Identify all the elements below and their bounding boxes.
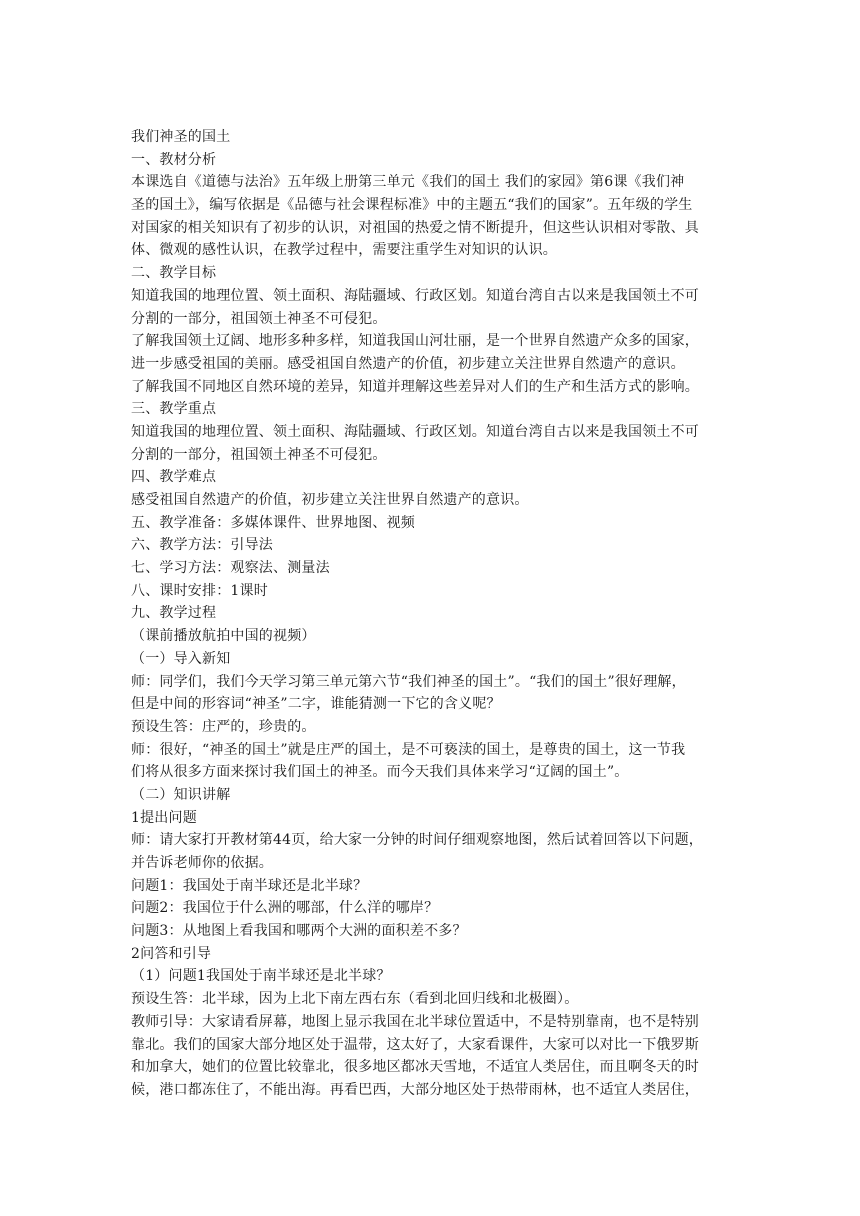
section-heading-teaching-goals: 二、教学目标 — [131, 265, 217, 282]
section-heading-learning-method: 七、学习方法：观察法、测量法 — [131, 560, 330, 577]
paragraph-line: 师：同学们，我们今天学习第三单元第六节“我们神圣的国土”。“我们的国土”很好理解， — [131, 673, 686, 690]
question-item: 问题3：从地图上看我国和哪两个大洲的面积差不多？ — [131, 923, 467, 940]
paragraph-line: 师：请大家打开教材第44页，给大家一分钟的时间仔细观察地图，然后试着回答以下问题， — [131, 832, 704, 849]
paragraph-line: （课前播放航拍中国的视频） — [131, 628, 316, 645]
subsection-heading-introduction: （一）导入新知 — [131, 650, 231, 667]
paragraph-line: 进一步感受祖国的美丽。感受祖国自然遗产的价值，初步建立关注世界自然遗产的意识。 — [131, 355, 685, 372]
paragraph-line: 感受祖国自然遗产的价值，初步建立关注世界自然遗产的意识。 — [131, 492, 529, 508]
section-heading-key-points: 三、教学重点 — [131, 401, 217, 418]
paragraph-line: 和加拿大，她们的位置比较靠北，很多地区都冰天雪地，不适宜人类居住，而且啊冬天的时 — [131, 1059, 699, 1076]
document-body — [131, 126, 731, 1102]
paragraph-line: 对国家的相关知识有了初步的认识，对祖国的热爱之情不断提升，但这些认识相对零散、具 — [131, 219, 699, 236]
paragraph-line: 们将从很多方面来探讨我们国土的神圣。而今天我们具体来学习“辽阔的国土”。 — [131, 764, 629, 781]
paragraph-line: 候，港口都冻住了，不能出海。再看巴西，大部分地区处于热带雨林，也不适宜人类居住， — [131, 1081, 699, 1098]
paragraph-line: 圣的国土》，编写依据是《品德与社会课程标准》中的主题五“我们的国家”。五年级的学生 — [131, 197, 693, 214]
paragraph-line: 知道我国的地理位置、领土面积、海陆疆域、行政区划。知道台湾自古以来是我国领土不可 — [131, 423, 699, 440]
paragraph-line: 体、微观的感性认识，在教学过程中，需要注重学生对知识的认识。 — [131, 242, 557, 259]
paragraph-line: （1）问题1我国处于南半球还是北半球？ — [131, 968, 391, 985]
section-heading-process: 九、教学过程 — [131, 605, 217, 622]
question-item: 问题1：我国处于南半球还是北半球？ — [131, 877, 368, 894]
section-heading-schedule: 八、课时安排：1课时 — [131, 582, 268, 599]
paragraph-line: 本课选自《道德与法治》五年级上册第三单元《我们的国土 我们的家园》第6课《我们神 — [131, 174, 685, 191]
paragraph-line: 了解我国领土辽阔、地形多种多样，知道我国山河壮丽，是一个世界自然遗产众多的国家， — [131, 333, 699, 350]
paragraph-line: 靠北。我们的国家大部分地区处于温带，这太好了，大家看课件，大家可以对比一下俄罗斯 — [131, 1036, 699, 1053]
subsection-heading-questions: 1提出问题 — [131, 809, 197, 826]
paragraph-line: 预设生答：北半球，因为上北下南左西右东（看到北回归线和北极圈）。 — [131, 991, 579, 1008]
paragraph-line: 分割的一部分，祖国领土神圣不可侵犯。 — [131, 310, 387, 327]
section-heading-textbook-analysis: 一、教材分析 — [131, 151, 217, 168]
section-heading-teaching-method: 六、教学方法：引导法 — [131, 537, 273, 554]
section-heading-preparation: 五、教学准备：多媒体课件、世界地图、视频 — [131, 514, 415, 531]
paragraph-line: 了解我国不同地区自然环境的差异，知道并理解这些差异对人们的生产和生活方式的影响。 — [131, 378, 699, 395]
paragraph-line: 但是中间的形容词“神圣”二字，谁能猜测一下它的含义呢？ — [131, 696, 501, 713]
document-title: 我们神圣的国土 — [131, 129, 231, 145]
paragraph-line: 知道我国的地理位置、领土面积、海陆疆域、行政区划。知道台湾自古以来是我国领土不可 — [131, 287, 699, 304]
section-heading-difficulties: 四、教学难点 — [131, 469, 217, 486]
paragraph-line: 师：很好，“神圣的国土”就是庄严的国土，是不可亵渎的国土，是尊贵的国土，这一节我 — [131, 741, 686, 758]
paragraph-line: 预设生答：庄严的，珍贵的。 — [131, 718, 316, 735]
paragraph-line: 教师引导：大家请看屏幕，地图上显示我国在北半球位置适中，不是特别靠南，也不是特别 — [131, 1013, 699, 1030]
subsection-heading-knowledge: （二）知识讲解 — [131, 786, 231, 803]
question-item: 问题2：我国位于什么洲的哪部，什么洋的哪岸？ — [131, 900, 439, 917]
paragraph-line: 并告诉老师你的依据。 — [131, 855, 273, 871]
paragraph-line: 分割的一部分，祖国领土神圣不可侵犯。 — [131, 446, 387, 463]
subsection-heading-qa: 2问答和引导 — [131, 945, 212, 962]
